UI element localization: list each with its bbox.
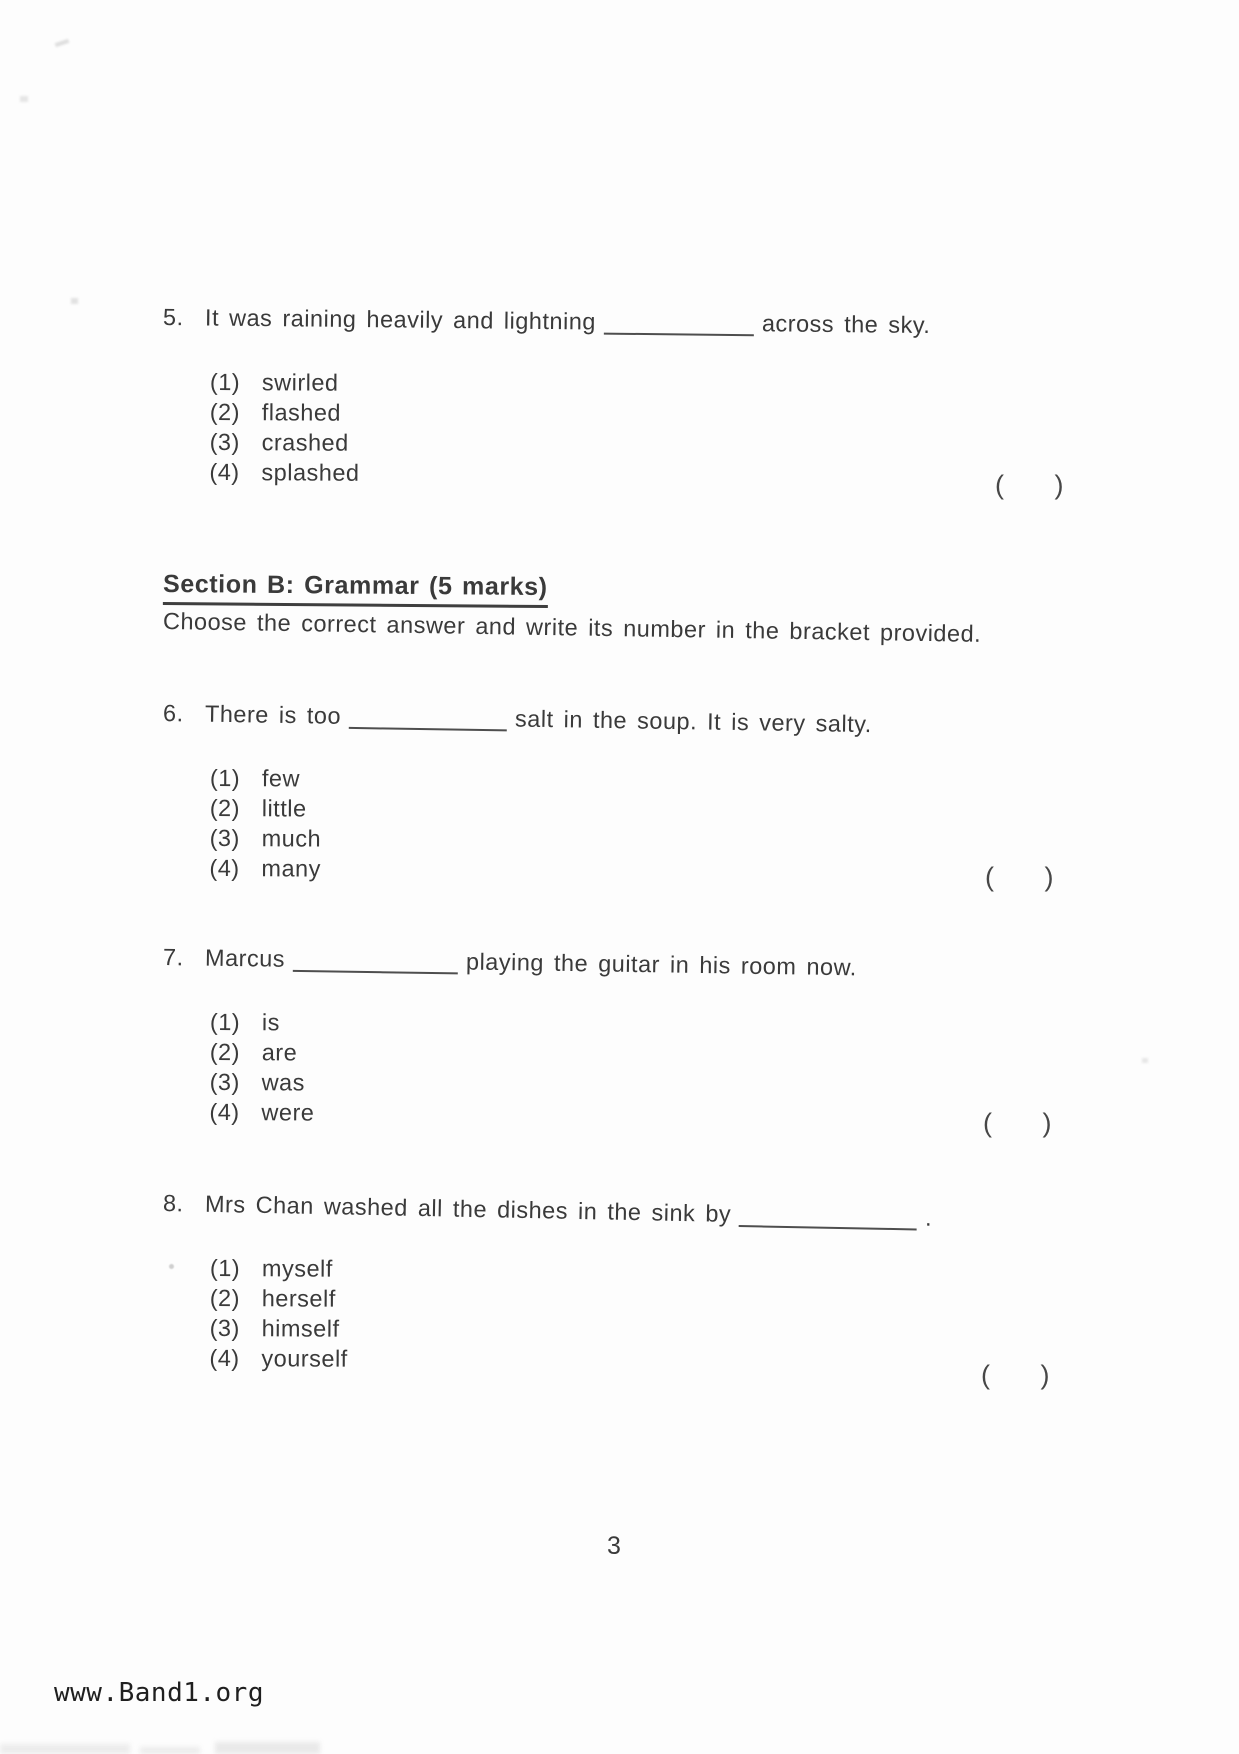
options-list bbox=[209, 1007, 1103, 1132]
bracket-close: ) bbox=[1040, 1360, 1050, 1390]
scan-artifact bbox=[1142, 1058, 1148, 1063]
option-row bbox=[209, 1097, 1102, 1132]
option-number: (4) bbox=[209, 458, 240, 486]
question-text-before-blank: Mrs Chan washed all the dishes in the sink by bbox=[204, 1190, 732, 1227]
question-block-5 bbox=[162, 302, 1103, 500]
question-text-before-blank: Marcus bbox=[204, 944, 286, 972]
answer-blank bbox=[739, 1217, 917, 1230]
question-number: 8. bbox=[162, 1190, 184, 1217]
option-row bbox=[210, 1037, 1103, 1072]
question-sentence bbox=[163, 698, 1103, 743]
option-number: (3) bbox=[209, 1068, 240, 1096]
option-number: (2) bbox=[209, 794, 241, 822]
option-number: (4) bbox=[209, 1344, 240, 1372]
question-text-after-blank: playing the guitar in his room now. bbox=[465, 948, 857, 981]
section-instruction: Choose the correct answer and write its number in the bracket provided. bbox=[162, 608, 982, 647]
page-number: 3 bbox=[607, 1532, 622, 1560]
question-text-before-blank: There is too bbox=[204, 700, 342, 729]
bracket-open: ( bbox=[985, 862, 995, 892]
option-row bbox=[210, 763, 1103, 798]
question-number: 6. bbox=[162, 700, 184, 727]
option-label: crashed bbox=[261, 429, 349, 456]
option-number: (1) bbox=[209, 765, 241, 792]
scan-artifact bbox=[20, 96, 28, 102]
bracket-close: ) bbox=[1054, 470, 1064, 500]
answer-bracket bbox=[995, 470, 1064, 501]
answer-bracket bbox=[981, 1360, 1050, 1391]
question-sentence bbox=[163, 942, 1103, 986]
section-heading: Section B: Grammar (5 marks) bbox=[163, 570, 548, 608]
option-row bbox=[209, 1343, 1102, 1378]
option-number: (4) bbox=[209, 854, 240, 882]
scan-smudge bbox=[0, 1744, 130, 1754]
option-label: myself bbox=[261, 1255, 333, 1282]
option-label: swirled bbox=[261, 369, 339, 396]
option-label: splashed bbox=[261, 459, 360, 486]
bracket-close: ) bbox=[1044, 862, 1054, 892]
option-number: (3) bbox=[209, 824, 240, 852]
option-row bbox=[210, 1283, 1103, 1318]
question-sentence bbox=[163, 1188, 1103, 1236]
bracket-open: ( bbox=[981, 1360, 991, 1390]
option-label: flashed bbox=[261, 399, 342, 426]
option-label: much bbox=[261, 825, 322, 852]
bracket-open: ( bbox=[983, 1108, 993, 1138]
answer-bracket bbox=[983, 1108, 1052, 1139]
answer-blank bbox=[604, 325, 754, 337]
question-text-after-blank: salt in the soup. It is very salty. bbox=[514, 705, 872, 738]
site-watermark: www.Band1.org bbox=[54, 1678, 264, 1708]
scan-artifact bbox=[71, 298, 78, 304]
question-sentence bbox=[163, 302, 1103, 342]
option-label: is bbox=[261, 1009, 280, 1036]
option-row bbox=[210, 793, 1103, 828]
answer-blank bbox=[293, 962, 458, 974]
option-label: was bbox=[261, 1069, 305, 1096]
question-block-7 bbox=[162, 942, 1103, 1138]
option-label: many bbox=[261, 855, 321, 882]
option-row bbox=[210, 1313, 1103, 1348]
options-list bbox=[209, 763, 1103, 888]
option-row bbox=[210, 397, 1103, 432]
options-list bbox=[209, 1253, 1103, 1378]
question-text-after-blank: across the sky. bbox=[761, 310, 931, 339]
option-row bbox=[210, 367, 1103, 402]
answer-bracket bbox=[985, 862, 1054, 893]
option-row bbox=[210, 823, 1103, 858]
option-number: (2) bbox=[209, 1284, 241, 1312]
option-label: are bbox=[261, 1039, 298, 1066]
option-label: himself bbox=[261, 1315, 340, 1342]
options-list bbox=[209, 367, 1103, 492]
question-text-after-blank: . bbox=[924, 1204, 933, 1231]
answer-blank bbox=[349, 719, 507, 731]
option-number: (2) bbox=[209, 398, 241, 426]
question-number: 5. bbox=[162, 304, 184, 331]
bracket-open: ( bbox=[995, 470, 1005, 500]
option-number: (4) bbox=[209, 1098, 240, 1126]
option-label: little bbox=[261, 795, 307, 822]
question-block-6 bbox=[162, 698, 1103, 892]
option-number: (1) bbox=[209, 1009, 241, 1036]
question-block-8 bbox=[162, 1188, 1103, 1390]
option-number: (1) bbox=[209, 1255, 241, 1282]
option-row bbox=[210, 1067, 1103, 1102]
scan-smudge bbox=[140, 1747, 200, 1754]
option-label: were bbox=[261, 1099, 315, 1126]
bracket-close: ) bbox=[1042, 1108, 1052, 1138]
option-number: (1) bbox=[209, 368, 241, 396]
option-row bbox=[210, 1007, 1103, 1042]
option-row bbox=[210, 1253, 1103, 1288]
option-row bbox=[209, 457, 1102, 492]
scan-smudge bbox=[215, 1742, 320, 1754]
question-text-before-blank: It was raining heavily and lightning bbox=[204, 304, 597, 335]
option-label: herself bbox=[261, 1285, 336, 1312]
option-label: yourself bbox=[261, 1345, 348, 1372]
option-number: (3) bbox=[209, 1314, 240, 1342]
option-row bbox=[209, 853, 1102, 888]
question-number: 7. bbox=[162, 944, 184, 971]
option-label: few bbox=[261, 765, 301, 792]
scan-artifact bbox=[169, 1264, 174, 1269]
option-row bbox=[210, 427, 1103, 462]
option-number: (2) bbox=[209, 1038, 241, 1066]
option-number: (3) bbox=[209, 428, 240, 456]
